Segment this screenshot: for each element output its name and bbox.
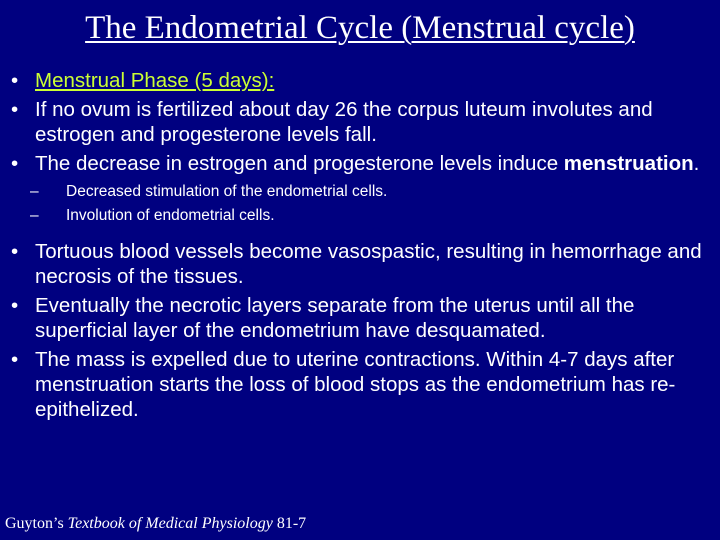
citation-pages: 81-7 (272, 515, 307, 532)
bullet-decrease (10, 151, 716, 176)
bullet-marker: • (11, 294, 19, 317)
sub-bullet-item (10, 204, 716, 228)
citation-footer (5, 514, 306, 534)
bold-term-menstruation: menstruation (563, 152, 694, 175)
bullet-marker: • (11, 348, 19, 371)
citation-book-title: Textbook of Medical Physiology (67, 515, 273, 532)
bullet-text: Eventually the necrotic layers separate from the uterus until all the superficial layer of the endometrium have desquamated. (35, 294, 635, 342)
bullet-text: The mass is expelled due to uterine contractions. Within 4-7 days after menstruation starts the loss of blood stops as the endometrium has re-epithelized. (35, 348, 676, 421)
bullet-text: Tortuous blood vessels become vasospastic, resulting in hemorrhage and necrosis of the tissues. (35, 240, 702, 288)
slide-body (10, 68, 716, 426)
dash-marker: – (30, 207, 39, 224)
sub-bullet-item (10, 180, 716, 204)
bullet-menstrual-phase (10, 68, 716, 93)
menstrual-phase-heading: Menstrual Phase (5 days): (35, 69, 275, 92)
page-title: The Endometrial Cycle (Menstrual cycle) (85, 10, 635, 46)
bullet-text: The decrease in estrogen and progesterone levels induce (35, 152, 564, 175)
sub-bullet-text: Decreased stimulation of the endometrial cells. (66, 183, 388, 200)
citation-author: Guyton’s (5, 515, 68, 532)
bullet-tortuous-vessels (10, 239, 716, 289)
bullet-end: . (693, 152, 700, 175)
dash-marker: – (30, 183, 39, 200)
bullet-marker: • (11, 98, 19, 121)
bullet-marker: • (11, 240, 19, 263)
bullet-corpus-luteum (10, 97, 716, 147)
bullet-marker: • (11, 69, 19, 92)
bullet-marker: • (11, 152, 19, 175)
sub-bullet-list (10, 180, 716, 228)
bullet-text: If no ovum is fertilized about day 26 the corpus luteum involutes and estrogen and progesterone levels fall. (35, 98, 653, 146)
bullet-necrotic-layers (10, 293, 716, 343)
sub-bullet-text: Involution of endometrial cells. (66, 207, 275, 224)
bullet-mass-expelled (10, 347, 716, 422)
